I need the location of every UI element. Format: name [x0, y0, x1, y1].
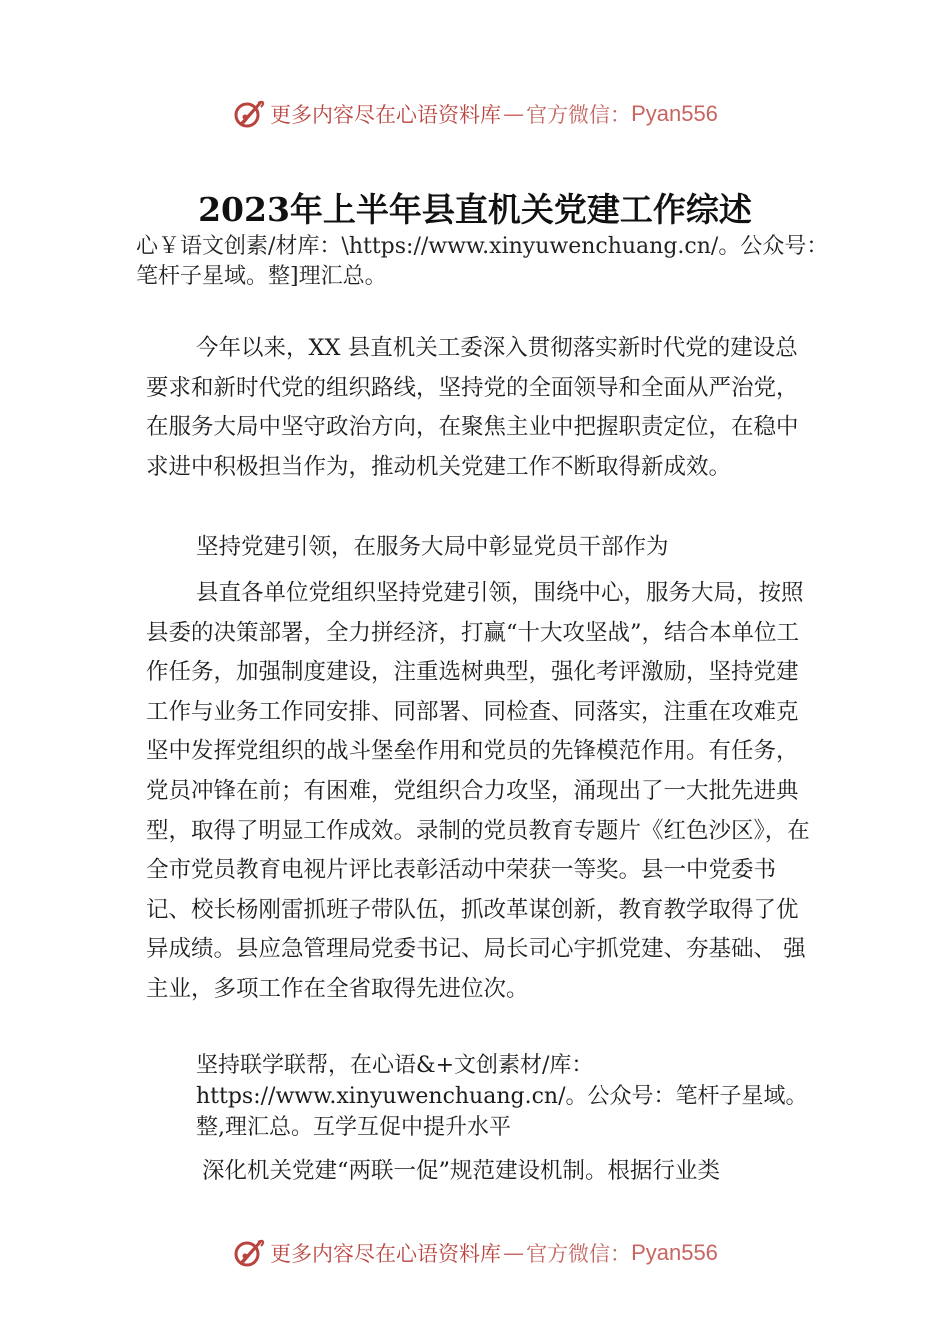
watermark-wechat-label: 官方微信： — [526, 1242, 632, 1266]
document-title: 2023年上半年县直机关党建工作综述 — [198, 190, 752, 229]
quill-logo-icon — [232, 1236, 266, 1270]
watermark-wechat-id: Pyan556 — [631, 101, 718, 126]
paragraph-section-2-start: 深化机关党建“两联一促”规范建设机制。根据行业类 — [202, 1158, 721, 1184]
watermark-dash: — — [503, 102, 525, 126]
watermark-banner-bottom — [0, 1233, 950, 1273]
watermark-banner-top — [0, 94, 950, 134]
watermark-wechat-id: Pyan556 — [631, 1240, 718, 1265]
watermark-dash: — — [503, 1241, 525, 1265]
watermark-text: 更多内容尽在心语资料库 — [270, 1242, 502, 1266]
paragraph-section-1: 县直各单位党组织坚持党建引领，围绕中心，服务大局，按照县委的决策部署，全力拼经济，打赢“十大攻坚战”，结合本单位工作任务，加强制度建设，注重选树典型，强化考评激励，坚持党建工作与业务工作同安排、同部署、同检查、同落实，注重在攻难克坚中发挥党组织的战斗堡垒作用和党员的先锋模范作用。有任务，党员冲锋在前；有困难，党组织合力攻坚，涌现出了一大批先进典型，取得了明显工作成效。录制的党员教育专题片《红色沙区》，在全市党员教育电视片评比表彰活动中荣获一等奖。县一中党委书记、校长杨刚雷抓班子带队伍，抓改革谋创新，教育教学取得了优异成绩。县应急管理局党委书记、局长司心宇抓党建、夯基础、 强主业，多项工作在全省取得先进位次。 — [146, 580, 810, 1002]
watermark-wechat-label: 官方微信： — [526, 103, 632, 127]
quill-logo-icon — [232, 97, 266, 131]
paragraph-intro: 今年以来，XX 县直机关工委深入贯彻落实新时代党的建设总要求和新时代党的组织路线，坚持党的全面领导和全面从严治党，在服务大局中坚守政治方向，在聚焦主业中把握职责定位，在稳中求进中积极担当作为，推动机关党建工作不断取得新成效。 — [146, 335, 799, 480]
watermark-text: 更多内容尽在心语资料库 — [270, 103, 502, 127]
section-heading-1: 坚持党建引领，在服务大局中彰显党员干部作为 — [196, 534, 669, 560]
section-heading-2: 坚持联学联帮，在心语&+文创素材/库：https://www.xinyuwenchuang.cn/。公众号：笔杆子星域。整,理汇总。互学互促中提升水平 — [196, 1053, 808, 1140]
source-notice: 心￥语文创素/材库：\https://www.xinyuwenchuang.cn/。公众号：笔杆子星域。整]理汇总。 — [136, 234, 829, 289]
